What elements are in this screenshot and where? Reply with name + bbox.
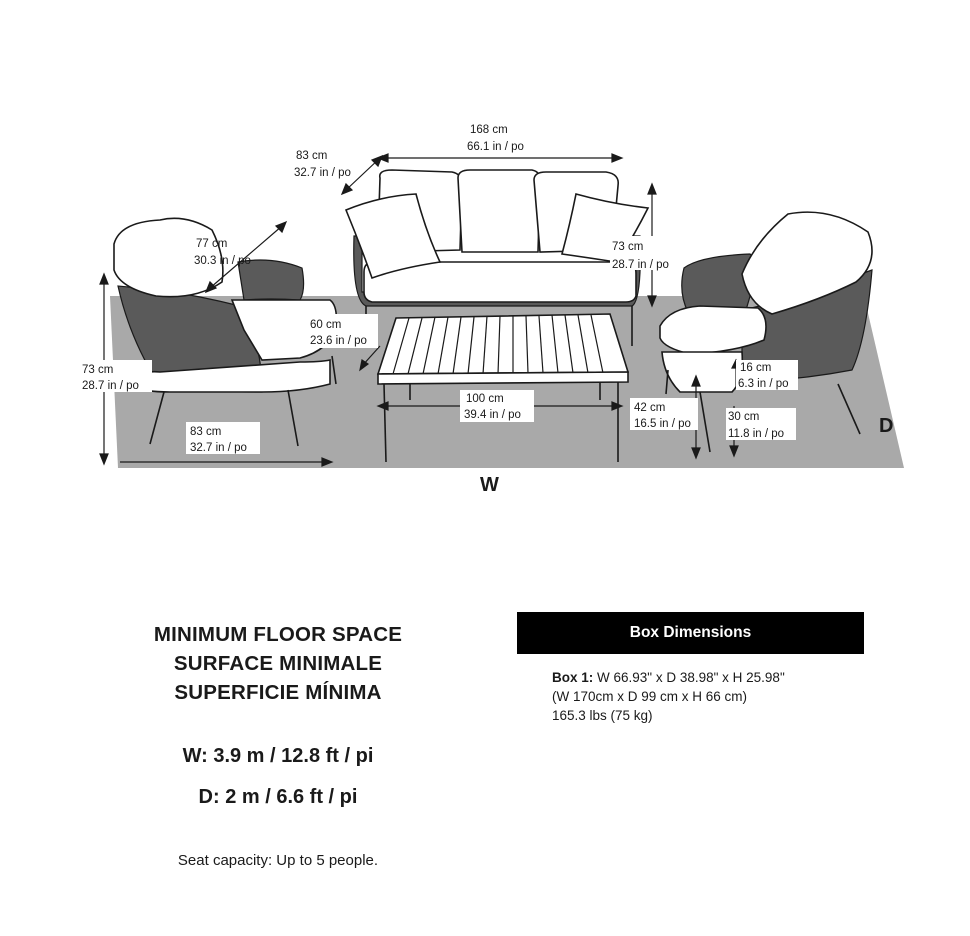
chair-seat-depth-in: 23.6 in / po [310,335,367,347]
chair-width-in: 32.7 in / po [190,442,247,454]
seat-capacity: Seat capacity: Up to 5 people. [177,852,379,869]
box1-weight: 165.3 lbs (75 kg) [552,708,653,723]
table-height-in: 16.5 in / po [634,418,691,430]
box1-cm: (W 170cm x D 99 cm x H 66 cm) [552,689,748,704]
box-dimensions-panel [517,612,864,725]
armrest-height-cm: 16 cm [740,362,772,374]
chair-height-cm: 73 cm [82,364,114,376]
chair-depth-cm: 77 cm [196,238,228,250]
sofa-height-cm: 73 cm [612,241,644,253]
chair-width-cm: 83 cm [190,426,222,438]
box-details [517,668,864,725]
width-axis-letter: W [480,474,499,496]
floor-space-title-fr: SURFACE MINIMALE [173,652,383,675]
chair-seat-depth-cm: 60 cm [310,319,342,331]
sofa-width-cm: 168 cm [470,124,508,136]
seat-height-cm: 30 cm [728,411,760,423]
sofa-depth-cm: 83 cm [296,150,328,162]
armrest-height-in: 6.3 in / po [738,378,789,390]
floor-space-title-es: SUPERFICIE MÍNIMA [174,681,382,704]
table-height-cm: 42 cm [634,402,666,414]
floor-space-title-en: MINIMUM FLOOR SPACE [153,623,403,646]
sofa-height-in: 28.7 in / po [612,259,669,271]
seat-height-in: 11.8 in / po [728,428,785,440]
sofa-width-in: 66.1 in / po [467,141,524,153]
table-width-cm: 100 cm [466,393,504,405]
floor-width-value: W: 3.9 m / 12.8 ft / pi [182,745,374,767]
table-width-in: 39.4 in / po [464,409,521,421]
depth-axis-letter: D [879,415,894,437]
box-dimensions-header: Box Dimensions [517,612,864,654]
floor-depth-value: D: 2 m / 6.6 ft / pi [198,786,358,808]
box1-label: Box 1: [552,670,594,685]
chair-height-in: 28.7 in / po [82,380,139,392]
sofa-depth-in: 32.7 in / po [294,167,351,179]
chair-depth-in: 30.3 in / po [194,255,251,267]
box1-inches: W 66.93" x D 38.98" x H 25.98" [593,670,785,685]
minimum-floor-space-block [108,620,448,809]
